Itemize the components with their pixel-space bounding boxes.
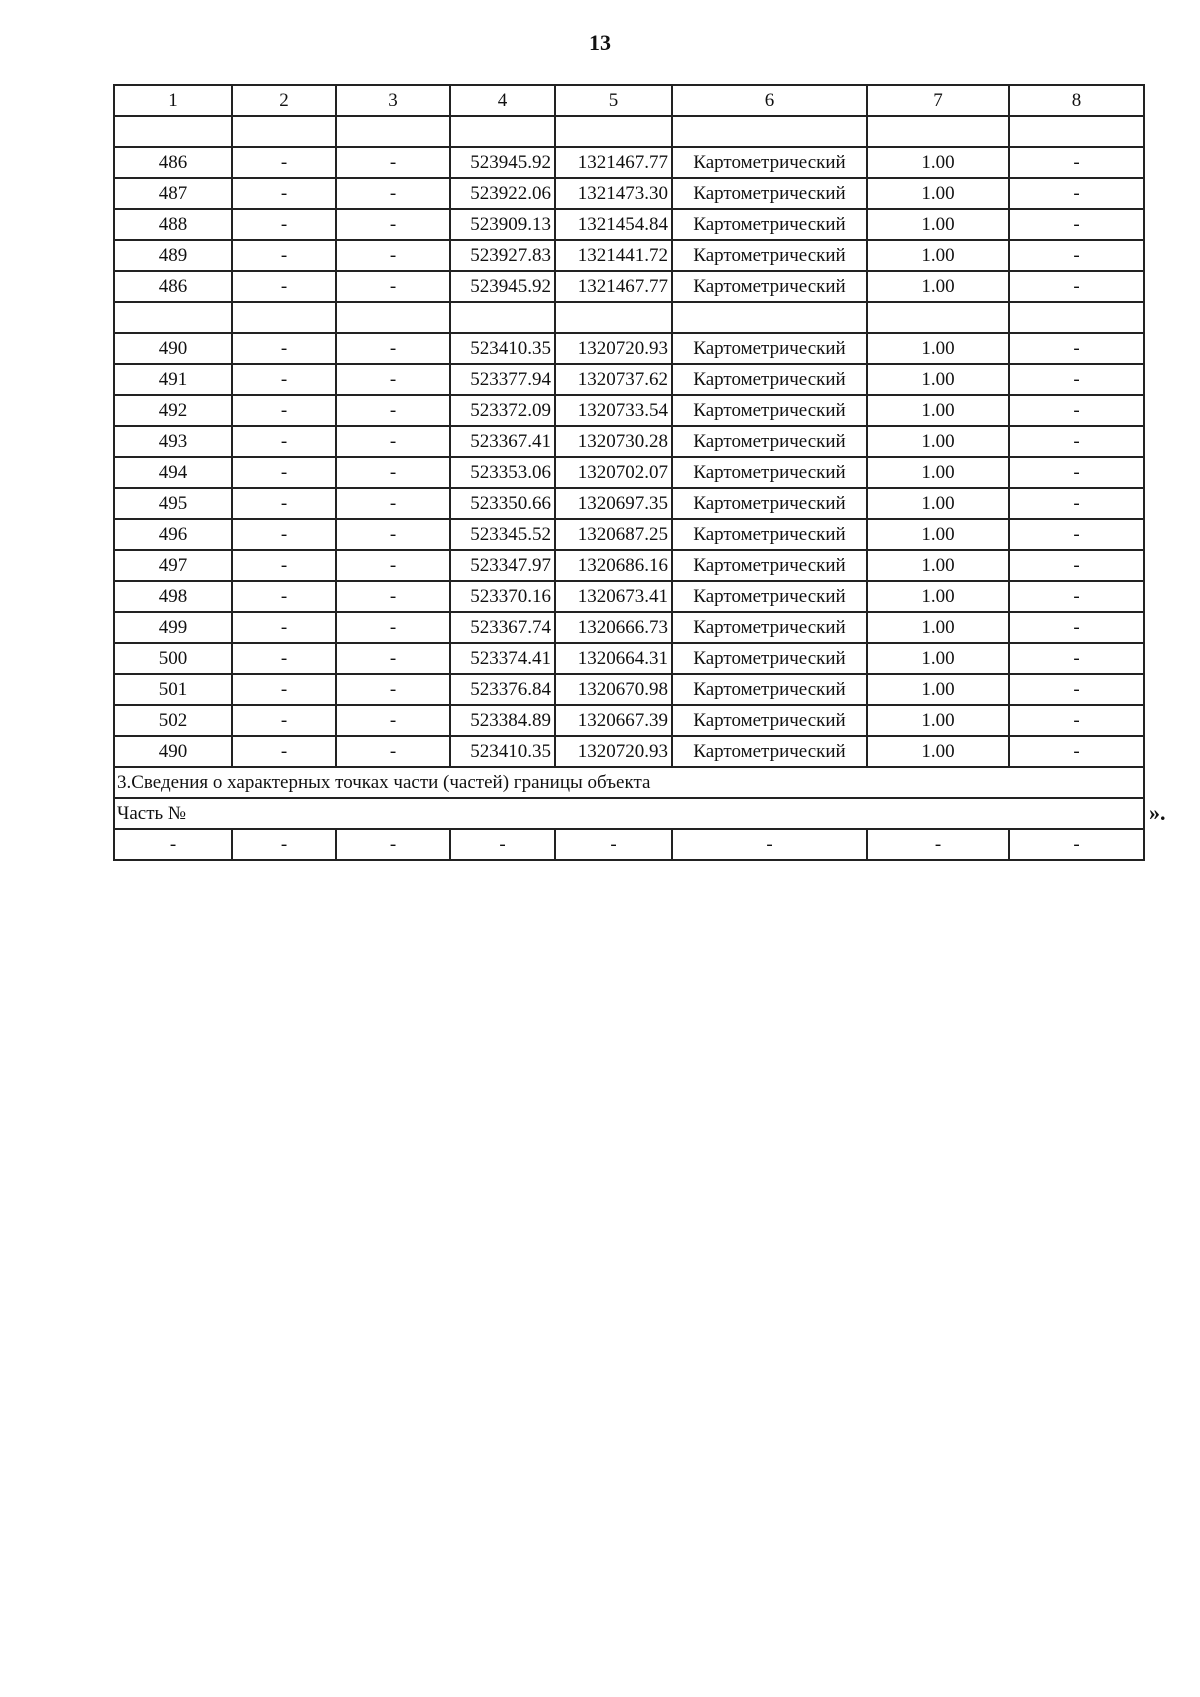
table-cell: - bbox=[1009, 457, 1144, 488]
table-cell: Картометрический bbox=[672, 643, 867, 674]
table-cell: 523377.94 bbox=[450, 364, 555, 395]
table-cell: - bbox=[336, 426, 450, 457]
table-cell: - bbox=[232, 829, 336, 860]
table-cell: Картометрический bbox=[672, 705, 867, 736]
table-cell: 1.00 bbox=[867, 364, 1009, 395]
section-title-row-text: 3.Сведения о характерных точках части (частей) границы объекта bbox=[114, 767, 1144, 798]
table-cell: 499 bbox=[114, 612, 232, 643]
table-cell: 1.00 bbox=[867, 643, 1009, 674]
table-cell: Картометрический bbox=[672, 178, 867, 209]
table-cell: Картометрический bbox=[672, 395, 867, 426]
table-cell: 1.00 bbox=[867, 395, 1009, 426]
table-cell: - bbox=[1009, 705, 1144, 736]
table-cell: 1.00 bbox=[867, 147, 1009, 178]
table-cell: - bbox=[336, 209, 450, 240]
table-cell: 523927.83 bbox=[450, 240, 555, 271]
table-cell: - bbox=[867, 829, 1009, 860]
table-cell: - bbox=[1009, 178, 1144, 209]
table-cell: - bbox=[232, 364, 336, 395]
table-cell: 1321467.77 bbox=[555, 147, 672, 178]
table-cell bbox=[867, 116, 1009, 147]
table-cell: 1320697.35 bbox=[555, 488, 672, 519]
table-row bbox=[114, 209, 1144, 240]
table-cell: - bbox=[1009, 581, 1144, 612]
table-cell: 1320666.73 bbox=[555, 612, 672, 643]
table-cell: - bbox=[336, 612, 450, 643]
table-cell: 492 bbox=[114, 395, 232, 426]
table-cell: 488 bbox=[114, 209, 232, 240]
table-cell: - bbox=[1009, 395, 1144, 426]
table-cell: - bbox=[336, 333, 450, 364]
table-cell: Картометрический bbox=[672, 457, 867, 488]
part-label-row-text: Часть № bbox=[114, 798, 1144, 829]
table-cell: - bbox=[336, 643, 450, 674]
table-cell: 1321467.77 bbox=[555, 271, 672, 302]
table-cell: - bbox=[1009, 829, 1144, 860]
table-cell: - bbox=[1009, 426, 1144, 457]
table-cell: Картометрический bbox=[672, 209, 867, 240]
table-cell bbox=[232, 302, 336, 333]
table-row bbox=[114, 612, 1144, 643]
table-cell: 489 bbox=[114, 240, 232, 271]
table-cell: - bbox=[336, 550, 450, 581]
table-cell bbox=[1009, 302, 1144, 333]
table-cell: 1320670.98 bbox=[555, 674, 672, 705]
table-cell: - bbox=[1009, 612, 1144, 643]
table-cell: - bbox=[1009, 364, 1144, 395]
table-cell: 490 bbox=[114, 333, 232, 364]
table-row bbox=[114, 643, 1144, 674]
table-cell: 1321454.84 bbox=[555, 209, 672, 240]
table-cell: - bbox=[232, 581, 336, 612]
table-cell: - bbox=[336, 178, 450, 209]
table-cell: - bbox=[555, 829, 672, 860]
table-cell: - bbox=[336, 736, 450, 767]
table-cell: 523410.35 bbox=[450, 736, 555, 767]
table-cell bbox=[555, 302, 672, 333]
table-cell: 496 bbox=[114, 519, 232, 550]
table-cell bbox=[114, 116, 232, 147]
table-cell: 1.00 bbox=[867, 488, 1009, 519]
table-cell: 4 bbox=[450, 85, 555, 116]
table-cell: - bbox=[232, 333, 336, 364]
table-cell: Картометрический bbox=[672, 364, 867, 395]
table-row bbox=[114, 736, 1144, 767]
table-cell: 494 bbox=[114, 457, 232, 488]
table-cell: - bbox=[1009, 643, 1144, 674]
table-row bbox=[114, 395, 1144, 426]
coordinates-table bbox=[113, 84, 1145, 861]
table-cell: Картометрический bbox=[672, 550, 867, 581]
table-cell: Картометрический bbox=[672, 333, 867, 364]
table-cell: Картометрический bbox=[672, 240, 867, 271]
table-row bbox=[114, 426, 1144, 457]
table-cell: 502 bbox=[114, 705, 232, 736]
table-cell bbox=[114, 302, 232, 333]
table-cell: - bbox=[1009, 674, 1144, 705]
table-cell: - bbox=[336, 240, 450, 271]
table-cell: 1.00 bbox=[867, 240, 1009, 271]
table-cell: - bbox=[1009, 271, 1144, 302]
table-cell: 1.00 bbox=[867, 271, 1009, 302]
table-cell: - bbox=[1009, 550, 1144, 581]
table-cell: - bbox=[232, 178, 336, 209]
table-cell: 498 bbox=[114, 581, 232, 612]
table-row bbox=[114, 178, 1144, 209]
table-cell: 523367.41 bbox=[450, 426, 555, 457]
table-cell: 491 bbox=[114, 364, 232, 395]
table-cell: 523922.06 bbox=[450, 178, 555, 209]
table-cell: - bbox=[336, 829, 450, 860]
table-cell: Картометрический bbox=[672, 426, 867, 457]
table-cell: Картометрический bbox=[672, 488, 867, 519]
table-row bbox=[114, 829, 1144, 860]
table-cell: - bbox=[1009, 209, 1144, 240]
table-cell: 1.00 bbox=[867, 612, 1009, 643]
table-cell bbox=[336, 116, 450, 147]
table-cell: 523353.06 bbox=[450, 457, 555, 488]
table-cell: - bbox=[232, 643, 336, 674]
table-cell: 1320733.54 bbox=[555, 395, 672, 426]
table-cell: 3 bbox=[336, 85, 450, 116]
table-cell: - bbox=[672, 829, 867, 860]
table-cell: 493 bbox=[114, 426, 232, 457]
table-row bbox=[114, 705, 1144, 736]
table-row bbox=[114, 364, 1144, 395]
table-cell bbox=[672, 302, 867, 333]
table-cell: 1321441.72 bbox=[555, 240, 672, 271]
table-cell: 1321473.30 bbox=[555, 178, 672, 209]
table-cell: 1.00 bbox=[867, 178, 1009, 209]
table-cell: 523945.92 bbox=[450, 271, 555, 302]
table-cell: 1.00 bbox=[867, 674, 1009, 705]
table-cell: 523410.35 bbox=[450, 333, 555, 364]
table-cell: 1320730.28 bbox=[555, 426, 672, 457]
table-row bbox=[114, 271, 1144, 302]
section-title-row bbox=[114, 767, 1144, 798]
table-cell: 490 bbox=[114, 736, 232, 767]
blank-separator-row bbox=[114, 116, 1144, 147]
table-header-row bbox=[114, 85, 1144, 116]
table-cell: - bbox=[232, 736, 336, 767]
table-cell: - bbox=[336, 488, 450, 519]
table-cell: 1.00 bbox=[867, 550, 1009, 581]
table-cell: - bbox=[336, 457, 450, 488]
table-cell: 495 bbox=[114, 488, 232, 519]
table-row bbox=[114, 674, 1144, 705]
table-cell bbox=[867, 302, 1009, 333]
table-cell: 497 bbox=[114, 550, 232, 581]
table-row bbox=[114, 457, 1144, 488]
table-row bbox=[114, 519, 1144, 550]
table-cell: 1320687.25 bbox=[555, 519, 672, 550]
table-cell: 1.00 bbox=[867, 736, 1009, 767]
table-cell bbox=[555, 116, 672, 147]
table-cell bbox=[672, 116, 867, 147]
table-cell: 1.00 bbox=[867, 519, 1009, 550]
table-cell: 523909.13 bbox=[450, 209, 555, 240]
part-label-row bbox=[114, 798, 1144, 829]
table-cell: 501 bbox=[114, 674, 232, 705]
table-cell: 1.00 bbox=[867, 705, 1009, 736]
table-cell: - bbox=[336, 364, 450, 395]
table-cell: Картометрический bbox=[672, 271, 867, 302]
table-cell: 1.00 bbox=[867, 457, 1009, 488]
table-cell: - bbox=[1009, 488, 1144, 519]
blank-separator-row bbox=[114, 302, 1144, 333]
table-cell: - bbox=[232, 271, 336, 302]
table-cell: Картометрический bbox=[672, 612, 867, 643]
table-cell: - bbox=[232, 240, 336, 271]
table-cell: - bbox=[232, 705, 336, 736]
table-cell: 6 bbox=[672, 85, 867, 116]
table-cell bbox=[232, 116, 336, 147]
table-cell: - bbox=[336, 705, 450, 736]
table-cell: - bbox=[336, 395, 450, 426]
table-row bbox=[114, 488, 1144, 519]
table-cell: - bbox=[232, 550, 336, 581]
table-cell: 523945.92 bbox=[450, 147, 555, 178]
table-cell: 1320720.93 bbox=[555, 736, 672, 767]
table-cell: 523370.16 bbox=[450, 581, 555, 612]
table-cell: - bbox=[336, 581, 450, 612]
table-cell: - bbox=[1009, 240, 1144, 271]
table-cell: - bbox=[1009, 333, 1144, 364]
table-cell: 523350.66 bbox=[450, 488, 555, 519]
table-cell: - bbox=[336, 519, 450, 550]
table-cell bbox=[450, 302, 555, 333]
table-cell: 1320686.16 bbox=[555, 550, 672, 581]
table-cell: 523345.52 bbox=[450, 519, 555, 550]
table-cell: - bbox=[450, 829, 555, 860]
table-cell: Картометрический bbox=[672, 519, 867, 550]
table-cell: Картометрический bbox=[672, 674, 867, 705]
table-cell: - bbox=[1009, 147, 1144, 178]
table-cell: 2 bbox=[232, 85, 336, 116]
table-row bbox=[114, 550, 1144, 581]
table-cell bbox=[450, 116, 555, 147]
table-cell: - bbox=[232, 209, 336, 240]
table-row bbox=[114, 333, 1144, 364]
closing-quote-mark: ». bbox=[1149, 800, 1166, 825]
table-cell: 1320667.39 bbox=[555, 705, 672, 736]
table-cell: 1.00 bbox=[867, 333, 1009, 364]
table-cell: 486 bbox=[114, 147, 232, 178]
table-cell: 1 bbox=[114, 85, 232, 116]
table-cell: - bbox=[232, 674, 336, 705]
coordinates-table-container bbox=[113, 84, 1145, 861]
table-cell: - bbox=[336, 147, 450, 178]
table-cell: - bbox=[232, 488, 336, 519]
table-cell: 1320664.31 bbox=[555, 643, 672, 674]
table-cell: - bbox=[232, 147, 336, 178]
table-cell: 523374.41 bbox=[450, 643, 555, 674]
table-cell: 1320702.07 bbox=[555, 457, 672, 488]
table-cell: - bbox=[1009, 519, 1144, 550]
table-cell bbox=[336, 302, 450, 333]
table-cell: 523384.89 bbox=[450, 705, 555, 736]
table-cell: 5 bbox=[555, 85, 672, 116]
table-cell: - bbox=[336, 271, 450, 302]
table-cell: 523372.09 bbox=[450, 395, 555, 426]
table-cell: Картометрический bbox=[672, 147, 867, 178]
table-cell: 500 bbox=[114, 643, 232, 674]
table-cell: Картометрический bbox=[672, 736, 867, 767]
table-cell: 523376.84 bbox=[450, 674, 555, 705]
table-cell: 487 bbox=[114, 178, 232, 209]
table-cell: - bbox=[232, 519, 336, 550]
table-row bbox=[114, 240, 1144, 271]
table-cell: - bbox=[114, 829, 232, 860]
table-cell: 1320737.62 bbox=[555, 364, 672, 395]
table-cell: - bbox=[232, 457, 336, 488]
table-row bbox=[114, 581, 1144, 612]
table-cell: 1.00 bbox=[867, 209, 1009, 240]
table-cell: - bbox=[1009, 736, 1144, 767]
table-row bbox=[114, 147, 1144, 178]
table-cell: Картометрический bbox=[672, 581, 867, 612]
table-cell: 1320720.93 bbox=[555, 333, 672, 364]
page-number: 13 bbox=[589, 30, 611, 55]
table-cell: - bbox=[232, 612, 336, 643]
table-cell: 8 bbox=[1009, 85, 1144, 116]
table-cell: 1320673.41 bbox=[555, 581, 672, 612]
table-cell: 7 bbox=[867, 85, 1009, 116]
table-cell: - bbox=[232, 395, 336, 426]
table-cell: - bbox=[336, 674, 450, 705]
table-cell: 1.00 bbox=[867, 426, 1009, 457]
table-cell: 486 bbox=[114, 271, 232, 302]
table-cell: 1.00 bbox=[867, 581, 1009, 612]
table-cell: 523347.97 bbox=[450, 550, 555, 581]
table-cell: - bbox=[232, 426, 336, 457]
table-cell: 523367.74 bbox=[450, 612, 555, 643]
table-cell bbox=[1009, 116, 1144, 147]
